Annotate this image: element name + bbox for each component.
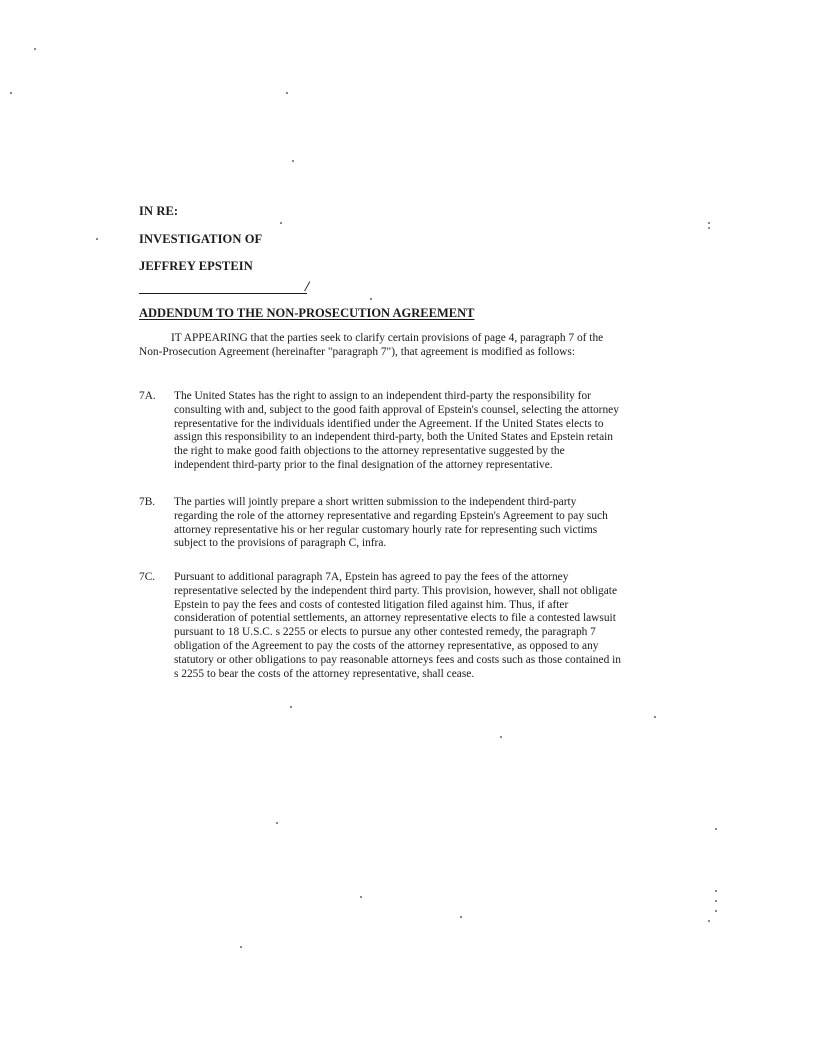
scan-speck [34,48,36,50]
caption-slash-mark: / [305,279,310,295]
scan-speck [292,160,294,162]
caption-subject-name: JEFFREY EPSTEIN [139,259,253,273]
scan-speck [715,890,717,892]
paragraph-7a [139,390,621,473]
paragraph-text: The United States has the right to assign to an independent third-party the responsibility for consulting with and, subject to the good faith approval of Epstein's counsel, selecting the attorney representative for the individuals identified under the Agreement. If the United States elects to assign this responsibility to an independent third-party, both the United States and Epstein retain the right to make good faith objections to the attorney representative suggested by the independent third-party prior to the final designation of the attorney representative. [174,390,619,471]
scan-speck [290,706,292,708]
scan-speck [280,222,282,224]
scan-speck [276,822,278,824]
scan-speck [370,298,372,300]
scan-speck [715,900,717,902]
caption-rule [139,293,307,294]
paragraph-text: The parties will jointly prepare a short written submission to the independent third-party regarding the role of the attorney representative and regarding Epstein's Agreement to pay such attorney representative his or her regular customary hourly rate for representing such victims subject to the provisions of paragraph C, infra. [174,496,608,550]
scan-speck [715,910,717,912]
caption-in-re: IN RE: [139,204,179,218]
paragraph-7b [139,496,621,551]
scan-speck [654,716,656,718]
scan-speck [708,222,710,224]
paragraph-number: 7C. [139,571,156,583]
paragraph-7c [139,571,621,681]
scan-speck [240,946,242,948]
scan-speck [286,92,288,94]
scan-speck [715,828,717,830]
scan-speck [10,92,12,94]
document-title: ADDENDUM TO THE NON-PROSECUTION AGREEMENT [139,306,475,320]
scan-speck [460,916,462,918]
scan-speck [708,920,710,922]
paragraph-number: 7A. [139,390,156,402]
caption-investigation-of: INVESTIGATION OF [139,232,263,246]
intro-paragraph: IT APPEARING that the parties seek to clarify certain provisions of page 4, paragraph 7 of the Non-Prosecution Agreement (hereinafter "paragraph 7"), that agreement is modified as follows: [139,332,604,358]
scan-speck [708,227,710,229]
scan-speck [500,736,502,738]
paragraph-number: 7B. [139,496,156,508]
scan-speck [96,238,98,240]
scan-speck [360,896,362,898]
paragraph-text: Pursuant to additional paragraph 7A, Epstein has agreed to pay the fees of the attorney representative selected by the independent third party. This provision, however, shall not obligate Epstein to pay the fees and costs of contested litigation filed against him. Thus, if after consideration of potential settlements, an attorney representative elects to file a contested lawsuit pursuant to 18 U.S.C. s 2255 or elects to pursue any other contested remedy, the paragraph 7 obligation of the Agreement to pay the costs of the attorney representative, as opposed to any statutory or other obligations to pay reasonable attorneys fees and costs such as those contained in s 2255 to bear the costs of the attorney representative, shall cease. [174,571,621,680]
